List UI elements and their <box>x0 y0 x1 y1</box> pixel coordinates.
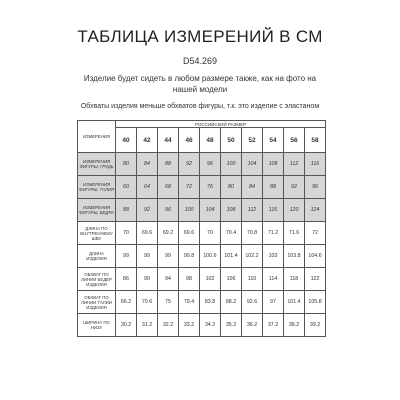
value-cell: 31.2 <box>137 314 158 337</box>
value-cell: 101.4 <box>284 291 305 314</box>
size-header-cell: 46 <box>179 128 200 153</box>
value-cell: 112 <box>284 153 305 176</box>
value-cell: 114 <box>263 268 284 291</box>
value-cell: 99 <box>116 245 137 268</box>
value-cell: 100 <box>179 199 200 222</box>
row-label: ДЛИНА ИЗДЕЛИЯ <box>78 245 116 268</box>
value-cell: 72 <box>305 222 326 245</box>
value-cell: 69.6 <box>179 222 200 245</box>
value-cell: 90 <box>137 268 158 291</box>
value-cell: 108 <box>221 199 242 222</box>
table-row <box>78 314 326 337</box>
value-cell: 86 <box>116 268 137 291</box>
value-cell: 35.2 <box>221 314 242 337</box>
value-cell: 70.4 <box>221 222 242 245</box>
fit-note-line-2: нашей модели <box>172 85 228 94</box>
value-cell: 32.2 <box>158 314 179 337</box>
value-cell: 102.2 <box>242 245 263 268</box>
value-cell: 116 <box>263 199 284 222</box>
value-cell: 104 <box>242 153 263 176</box>
value-cell: 97 <box>263 291 284 314</box>
value-cell: 84 <box>137 153 158 176</box>
value-cell: 84 <box>242 176 263 199</box>
value-cell: 99.8 <box>179 245 200 268</box>
value-cell: 70 <box>200 222 221 245</box>
value-cell: 105.8 <box>305 291 326 314</box>
value-cell: 69.6 <box>137 222 158 245</box>
value-cell: 94 <box>158 268 179 291</box>
size-header-cell: 44 <box>158 128 179 153</box>
value-cell: 108 <box>263 153 284 176</box>
value-cell: 103.8 <box>284 245 305 268</box>
value-cell: 68 <box>158 176 179 199</box>
value-cell: 112 <box>242 199 263 222</box>
value-cell: 96 <box>305 176 326 199</box>
value-cell: 76 <box>200 176 221 199</box>
size-header-cell: 56 <box>284 128 305 153</box>
value-cell: 120 <box>284 199 305 222</box>
value-cell: 118 <box>284 268 305 291</box>
value-cell: 92 <box>284 176 305 199</box>
value-cell: 66.2 <box>116 291 137 314</box>
row-label: ИЗМЕРЕНИЯ ФИГУРЫ, ТАЛИЯ <box>78 176 116 199</box>
row-label: ШИРИНА ПО НИЗУ <box>78 314 116 337</box>
value-cell: 75 <box>158 291 179 314</box>
value-cell: 101.4 <box>221 245 242 268</box>
size-table <box>77 120 326 337</box>
value-cell: 104.6 <box>305 245 326 268</box>
value-cell: 92.6 <box>242 291 263 314</box>
value-cell: 110 <box>242 268 263 291</box>
table-row <box>78 199 326 222</box>
measure-header: ИЗМЕРЕНИЯ <box>78 121 116 153</box>
value-cell: 102 <box>200 268 221 291</box>
fit-note-line-1: Изделие будет сидеть в любом размере также, как на фото на <box>83 74 317 83</box>
size-header-cell: 42 <box>137 128 158 153</box>
table-row <box>78 176 326 199</box>
value-cell: 64 <box>137 176 158 199</box>
row-label: ИЗМЕРЕНИЯ ФИГУРЫ, ГРУДЬ <box>78 153 116 176</box>
value-cell: 106 <box>221 268 242 291</box>
value-cell: 100 <box>221 153 242 176</box>
value-cell: 83.8 <box>200 291 221 314</box>
value-cell: 79.4 <box>179 291 200 314</box>
value-cell: 88.2 <box>221 291 242 314</box>
value-cell: 100.6 <box>200 245 221 268</box>
value-cell: 71.2 <box>263 222 284 245</box>
row-label: ДЛИНА ПО ВНУТРЕННЕМУ ШВУ <box>78 222 116 245</box>
table-row <box>78 222 326 245</box>
value-cell: 92 <box>137 199 158 222</box>
fit-note <box>80 73 320 95</box>
value-cell: 30.2 <box>116 314 137 337</box>
russian-size-header: РОССИЙСКИЙ РАЗМЕР <box>116 121 326 128</box>
elastane-note: Обхваты изделия меньше обхватов фигуры, т.к. это изделие с эластаном <box>80 103 320 110</box>
product-code: D54.269 <box>182 56 218 66</box>
value-cell: 60 <box>116 176 137 199</box>
page-title: ТАБЛИЦА ИЗМЕРЕНИЙ В СМ <box>77 27 323 46</box>
value-cell: 37.2 <box>263 314 284 337</box>
value-cell: 103 <box>263 245 284 268</box>
value-cell: 124 <box>305 199 326 222</box>
value-cell: 80 <box>116 153 137 176</box>
value-cell: 72 <box>179 176 200 199</box>
value-cell: 34.2 <box>200 314 221 337</box>
value-cell: 88 <box>116 199 137 222</box>
value-cell: 116 <box>305 153 326 176</box>
size-header-cell: 50 <box>221 128 242 153</box>
value-cell: 96 <box>158 199 179 222</box>
size-header-cell: 40 <box>116 128 137 153</box>
size-header-cell: 52 <box>242 128 263 153</box>
value-cell: 99 <box>158 245 179 268</box>
table-row <box>78 268 326 291</box>
value-cell: 36.2 <box>242 314 263 337</box>
size-header-cell: 58 <box>305 128 326 153</box>
value-cell: 71.6 <box>284 222 305 245</box>
table-row <box>78 245 326 268</box>
size-table-body <box>78 121 326 337</box>
table-row <box>78 291 326 314</box>
value-cell: 70.6 <box>137 291 158 314</box>
value-cell: 69.2 <box>158 222 179 245</box>
size-header-cell: 54 <box>263 128 284 153</box>
table-row <box>78 153 326 176</box>
value-cell: 80 <box>221 176 242 199</box>
value-cell: 98 <box>179 268 200 291</box>
value-cell: 88 <box>158 153 179 176</box>
value-cell: 104 <box>200 199 221 222</box>
row-label: ОБХВАТ ПО ЛИНИИ БЕДЕР ИЗДЕЛИЯ <box>78 268 116 291</box>
value-cell: 70.8 <box>242 222 263 245</box>
value-cell: 39.2 <box>305 314 326 337</box>
value-cell: 92 <box>179 153 200 176</box>
row-label: ОБХВАТ ПО ЛИНИИ ТАЛИИ ИЗДЕЛИЯ <box>78 291 116 314</box>
row-label: ИЗМЕРЕНИЯ ФИГУРЫ, БЕДРА <box>78 199 116 222</box>
value-cell: 96 <box>200 153 221 176</box>
size-header-cell: 48 <box>200 128 221 153</box>
value-cell: 70 <box>116 222 137 245</box>
value-cell: 88 <box>263 176 284 199</box>
value-cell: 99 <box>137 245 158 268</box>
value-cell: 38.2 <box>284 314 305 337</box>
value-cell: 33.2 <box>179 314 200 337</box>
value-cell: 122 <box>305 268 326 291</box>
